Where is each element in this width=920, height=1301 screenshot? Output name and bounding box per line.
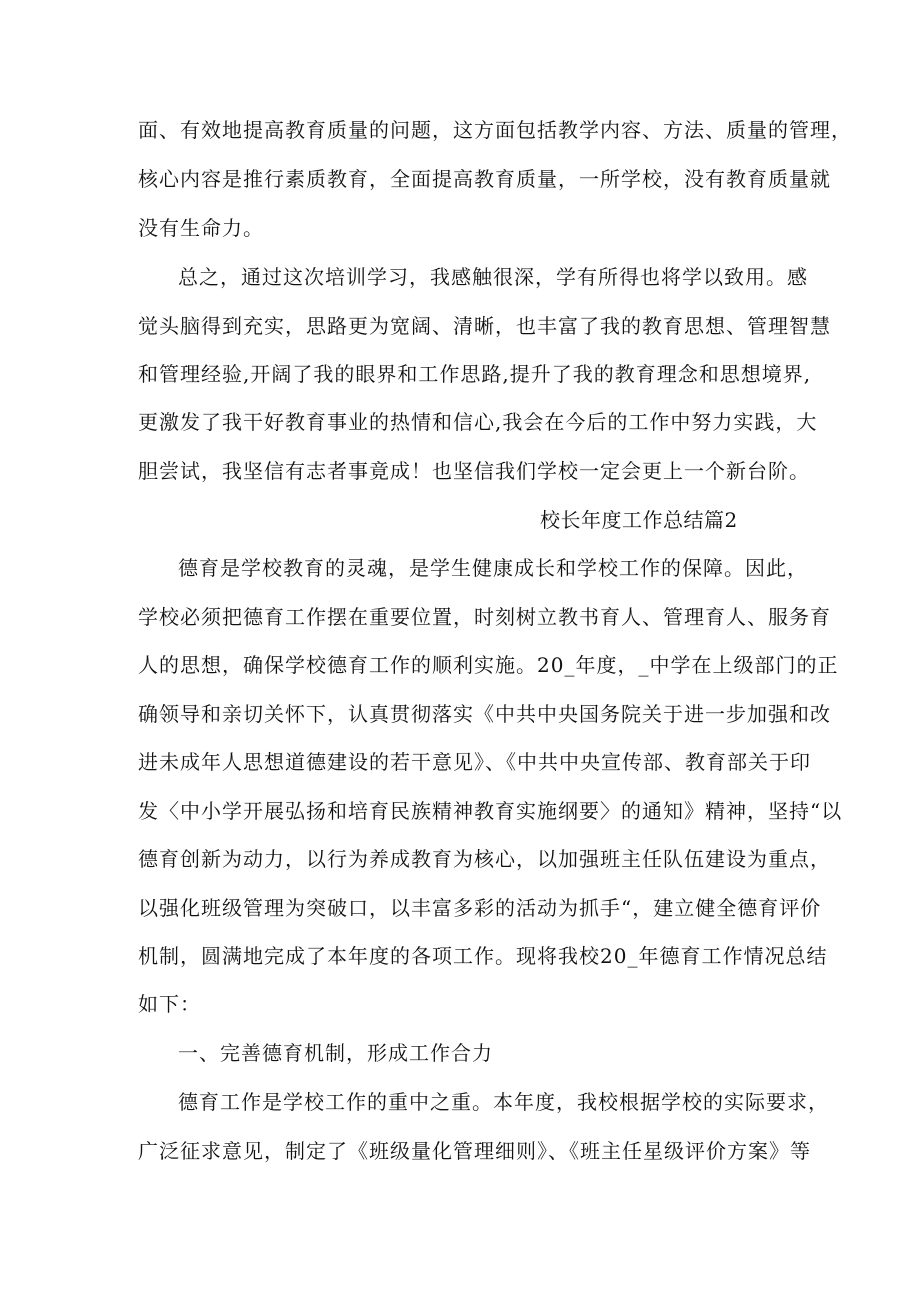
text-line-10: 德育是学校教育的灵魂，是学生健康成长和学校工作的保障。因此， [178,556,808,580]
text-line-8: 胆尝试，我坚信有志者事竟成！也坚信我们学校一定会更上一个新台阶。 [138,459,810,483]
section-heading: 校长年度工作总结篇2 [540,508,738,532]
text-line-22: 广泛征求意见，制定了《班级量化管理细则》、《班主任星级评价方案》等 [138,1139,811,1163]
text-line-4: 总之，通过这次培训学习，我感触很深，学有所得也将学以致用。感 [178,265,808,289]
text-line-11: 学校必须把德育工作摆在重要位置，时刻树立教书育人、管理育人、服务育 [138,605,831,629]
text-line-6: 和管理经验,开阔了我的眼界和工作思路,提升了我的教育理念和思想境界, [138,362,812,386]
text-line-19: 如下： [138,992,201,1016]
text-line-1: 面、有效地提高教育质量的问题，这方面包括教学内容、方法、质量的管理， [138,118,852,142]
text-line-15: 发〈中小学开展弘扬和培育民族精神教育实施纲要〉的通知》精神，坚持“以 [138,799,843,823]
subsection-heading: 一、完善德育机制，形成工作合力 [178,1041,493,1065]
text-line-2: 核心内容是推行素质教育，全面提高教育质量，一所学校，没有教育质量就 [138,167,831,191]
text-line-14: 进未成年人思想道德建设的若干意见》、《中共中央宣传部、教育部关于印 [138,750,811,774]
text-line-17: 以强化班级管理为突破口，以丰富多彩的活动为抓手“，建立健全德育评价 [138,896,822,920]
text-line-16: 德育创新为动力，以行为养成教育为核心，以加强班主任队伍建设为重点， [138,847,831,871]
text-line-5: 觉头脑得到充实，思路更为宽阔、清晰，也丰富了我的教育思想、管理智慧 [138,314,831,338]
text-line-21: 德育工作是学校工作的重中之重。本年度，我校根据学校的实际要求， [178,1090,829,1114]
text-line-7: 更激发了我干好教育事业的热情和信心,我会在今后的工作中努力实践，大 [138,410,818,434]
text-line-18: 机制，圆满地完成了本年度的各项工作。现将我校20_年德育工作情况总结 [138,944,828,968]
text-line-12: 人的思想，确保学校德育工作的顺利实施。20_年度，_中学在上级部门的正 [138,653,839,677]
text-line-13: 确领导和亲切关怀下，认真贯彻落实《中共中央国务院关于进一步加强和改 [138,702,831,726]
text-line-3: 没有生命力。 [138,216,264,240]
